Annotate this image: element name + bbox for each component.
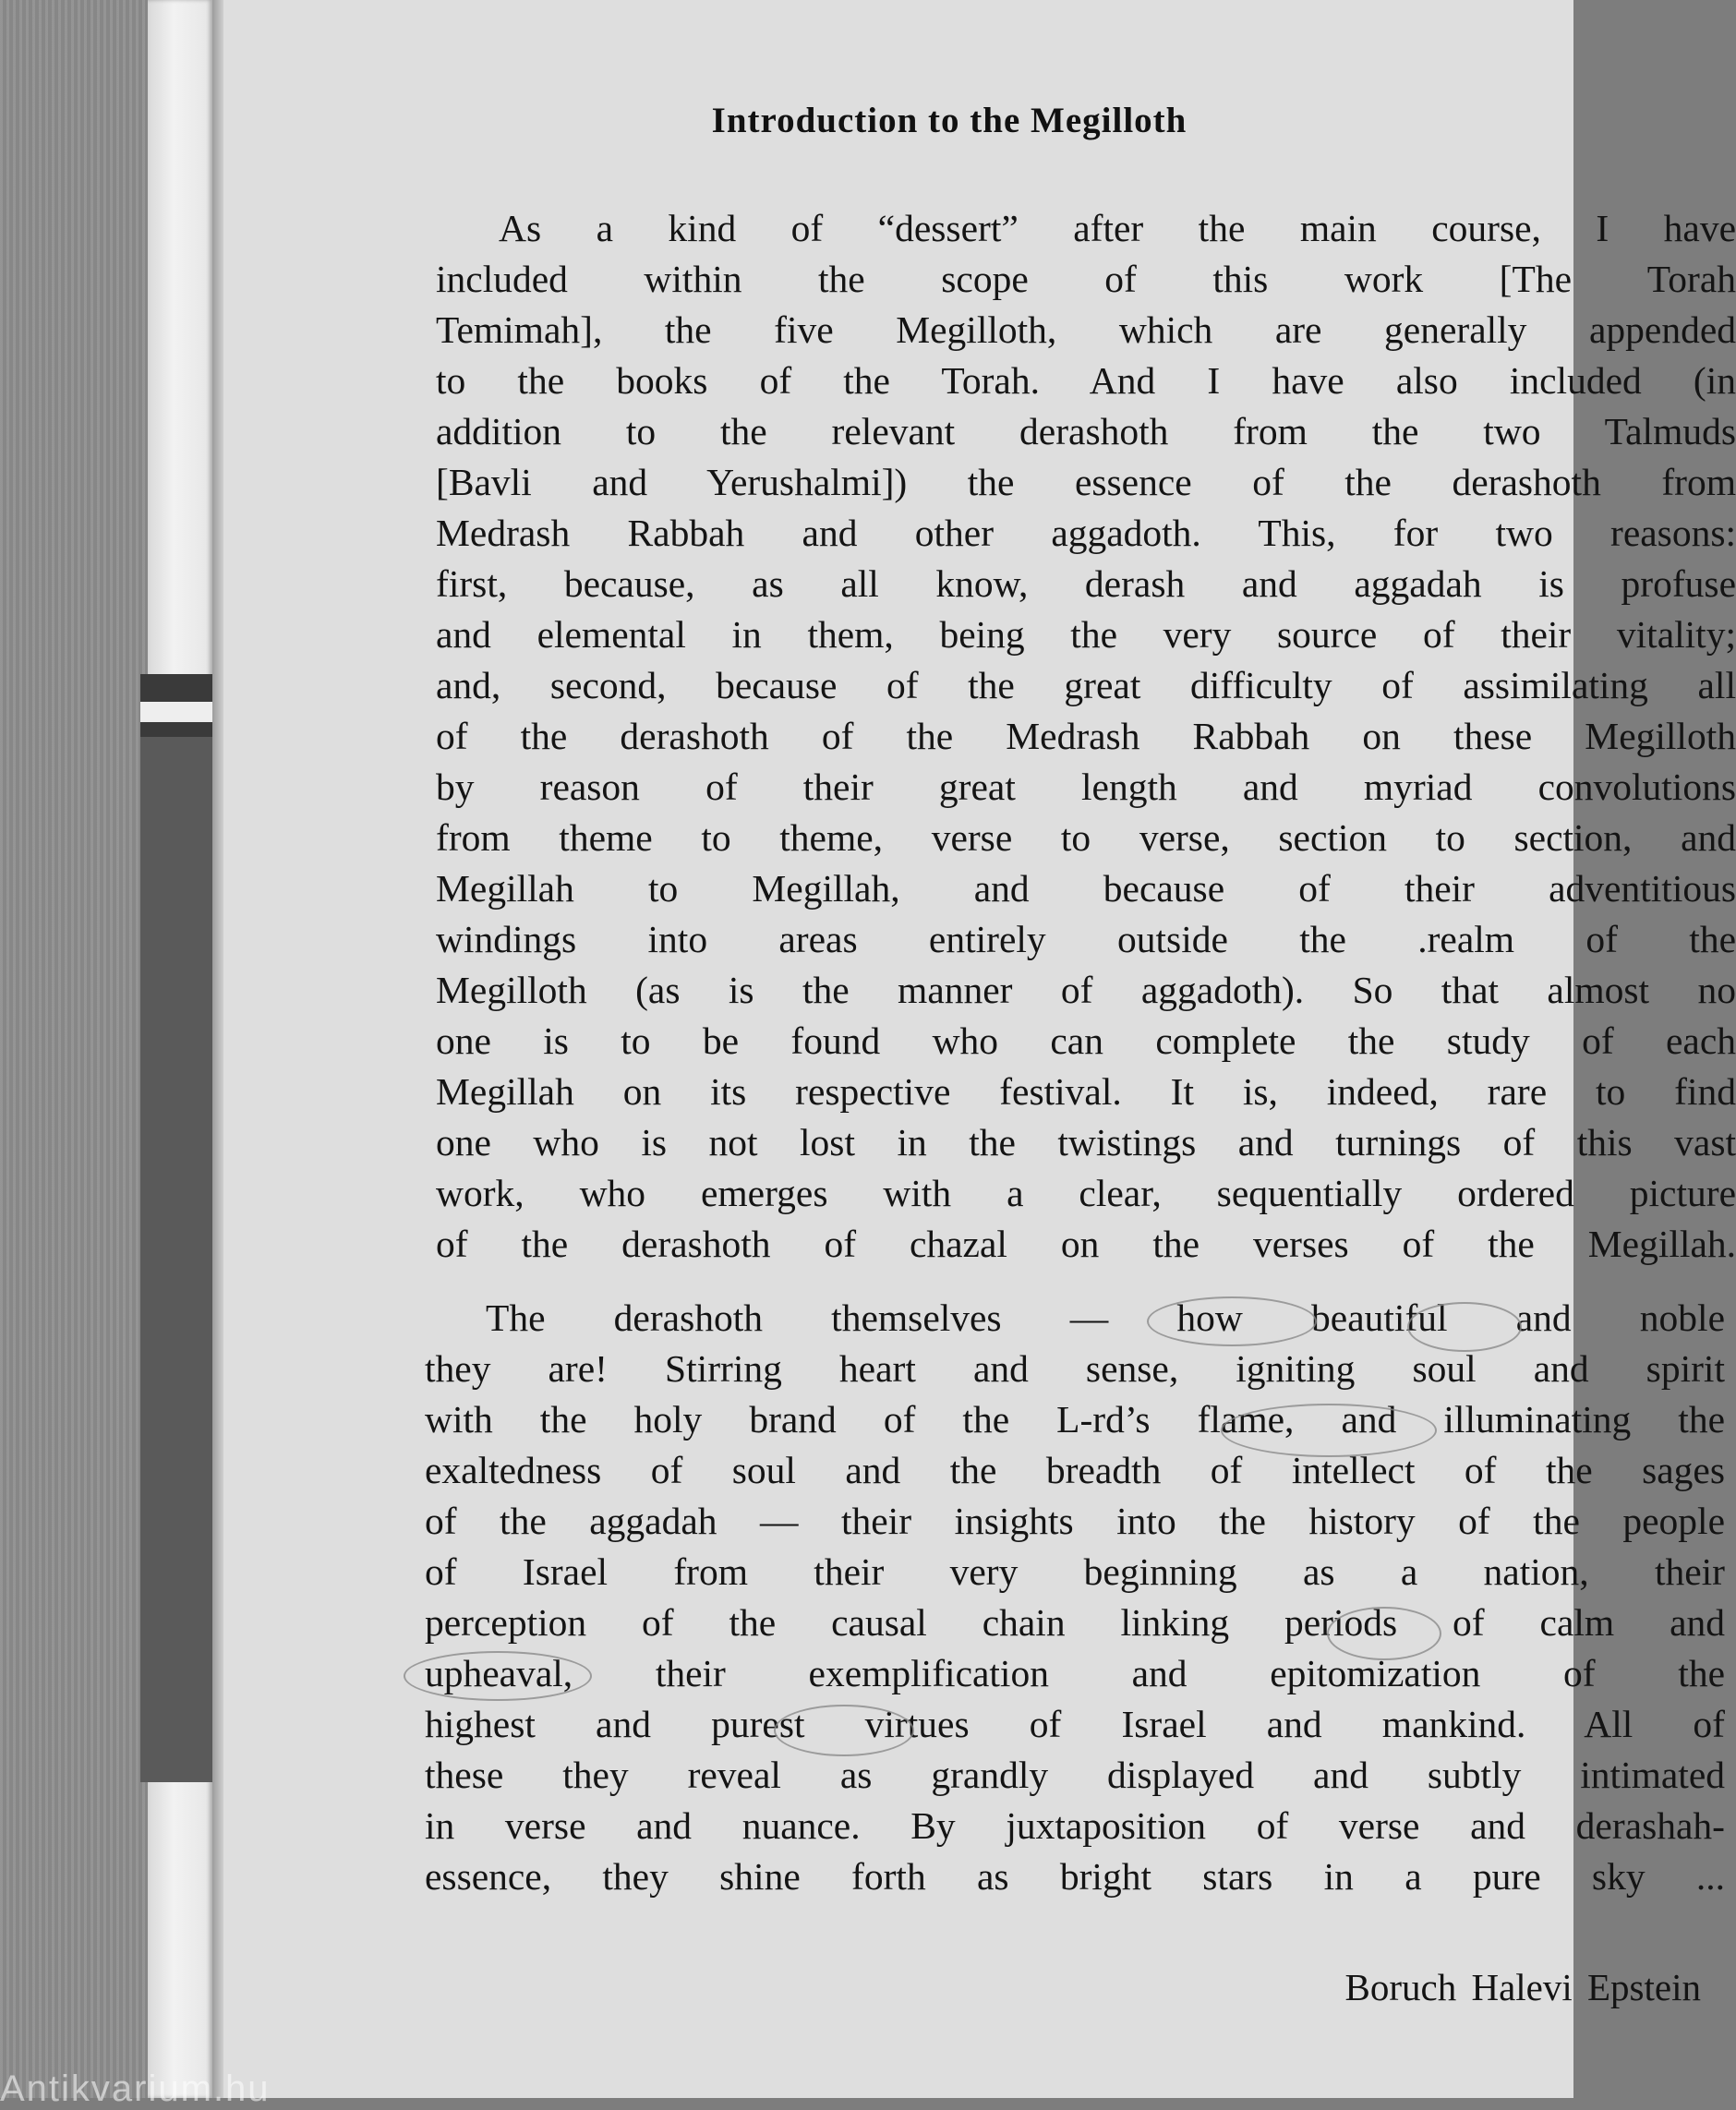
text-line: in verse and nuance. By juxtaposition of verse and derashah- <box>425 1804 1725 1847</box>
text-line: they are! Stirring heart and sense, igniting soul and spirit <box>425 1347 1725 1390</box>
text-line: Megillah to Megillah, and because of their adventitious <box>436 867 1736 910</box>
text-line: of the derashoth of chazal on the verses of the Megillah. <box>436 1223 1736 1265</box>
text-line: included within the scope of this work [The Torah <box>436 258 1736 300</box>
text-line: Medrash Rabbah and other aggadoth. This, for two reasons: <box>436 512 1736 554</box>
author-signature: Boruch Halevi Epstein <box>1344 1966 1701 2008</box>
text-line: As a kind of “dessert” after the main course, I have <box>499 207 1736 249</box>
text-line: windings into areas entirely outside the .realm of the <box>436 918 1736 960</box>
watermark: Antikvarium.hu <box>0 2068 271 2109</box>
text-line: and elemental in them, being the very source of their vitality; <box>436 613 1736 656</box>
text-line: Megillah on its respective festival. It is, indeed, rare to find <box>436 1070 1736 1113</box>
text-line: upheaval, their exemplification and epitomization of the <box>425 1652 1725 1694</box>
text-line: highest and purest virtues of Israel and mankind. All of <box>425 1703 1725 1745</box>
text-line: essence, they shine forth as bright stars in a pure sky ... <box>425 1855 1725 1898</box>
text-line: to the books of the Torah. And I have also included (in <box>436 359 1736 402</box>
text-line: The derashoth themselves — how beautiful and noble <box>486 1296 1725 1339</box>
text-line: work, who emerges with a clear, sequentially ordered picture <box>436 1172 1736 1214</box>
paragraph-2 <box>425 1293 1725 1902</box>
text-line: one is to be found who can complete the study of each <box>436 1019 1736 1062</box>
text-line: and, second, because of the great difficulty of assimilating all <box>436 664 1736 706</box>
page-gutter <box>212 0 223 2098</box>
text-line: Megilloth (as is the manner of aggadoth). So that almost no <box>436 969 1736 1011</box>
pencil-circle-beautiful <box>1147 1296 1317 1346</box>
text-line: with the holy brand of the L-rd’s flame, and illuminating the <box>425 1398 1725 1441</box>
text-line: one who is not lost in the twistings and turnings of this vast <box>436 1121 1736 1164</box>
pencil-circle-virtues <box>774 1705 914 1756</box>
pencil-circle-illuminating <box>1221 1404 1437 1457</box>
text-line: by reason of their great length and myriad convolutions <box>436 766 1736 808</box>
text-line: first, because, as all know, derash and aggadah is profuse <box>436 562 1736 605</box>
book-page <box>223 0 1736 2098</box>
pencil-circle-upheaval <box>404 1651 592 1701</box>
text-line: these they reveal as grandly displayed and subtly intimated <box>425 1754 1725 1796</box>
ribbon-band <box>140 674 212 702</box>
text-line: from theme to theme, verse to verse, section to section, and <box>436 816 1736 859</box>
ribbon-band <box>140 722 212 737</box>
text-line: addition to the relevant derashoth from the two Talmuds <box>436 410 1736 452</box>
text-line: of Israel from their very beginning as a nation, their <box>425 1550 1725 1593</box>
ribbon-band <box>140 702 212 722</box>
text-line: [Bavli and Yerushalmi]) the essence of the derashoth from <box>436 461 1736 503</box>
pencil-circle-noble <box>1407 1302 1522 1352</box>
text-line: exaltedness of soul and the breadth of intellect of the sages <box>425 1449 1725 1491</box>
text-line: perception of the causal chain linking periods of calm and <box>425 1601 1725 1644</box>
text-line: of the derashoth of the Medrash Rabbah on these Megilloth <box>436 715 1736 757</box>
page-title: Introduction to the Megilloth <box>711 101 1187 140</box>
text-line: of the aggadah — their insights into the history of the people <box>425 1500 1725 1542</box>
text-line: Temimah], the five Megilloth, which are generally appended <box>436 308 1736 351</box>
pencil-circle-calm <box>1327 1607 1441 1660</box>
paragraph-1 <box>436 203 1736 1270</box>
background-board <box>0 0 148 2098</box>
ribbon-body <box>140 737 212 1782</box>
